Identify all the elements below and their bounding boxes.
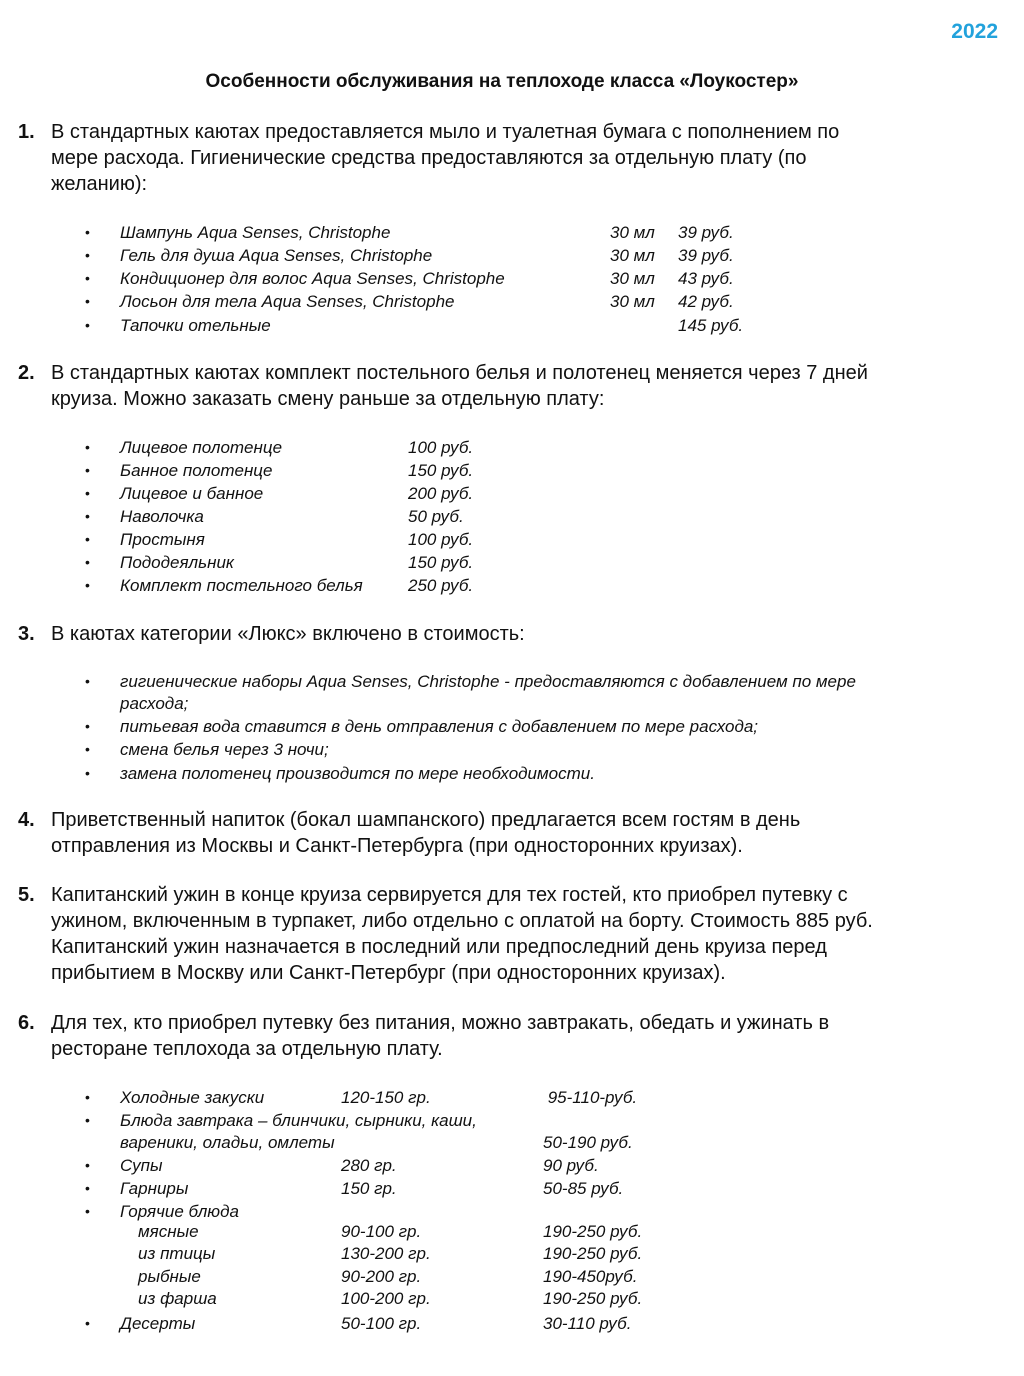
- item-text: смена белья через 3 ночи;: [120, 740, 329, 759]
- item-volume: 30 мл: [610, 292, 655, 311]
- hot-dish-weight: 100-200 гр.: [341, 1289, 431, 1308]
- item-text: гигиенические наборы Aqua Senses, Christophe - предоставляются с добавлением по мере: [120, 672, 856, 691]
- item-weight: 50-100 гр.: [341, 1314, 422, 1333]
- item-name: Десерты: [120, 1314, 196, 1333]
- bullet-icon: •: [85, 765, 90, 781]
- item-price: 42 руб.: [678, 292, 734, 311]
- text-line: Капитанский ужин в конце круиза сервируется для тех гостей, кто приобрел путевку с: [51, 884, 848, 906]
- item-price: 50 руб.: [408, 507, 464, 526]
- item-volume: 30 мл: [610, 246, 655, 265]
- item-price: 39 руб.: [678, 246, 734, 265]
- section-6-number: 6.: [18, 1012, 35, 1034]
- item-price: 30-110 руб.: [543, 1314, 632, 1333]
- section-2-number: 2.: [18, 362, 35, 384]
- item-name: Горячие блюда: [120, 1202, 239, 1221]
- hot-dish-price: 190-250 руб.: [543, 1289, 643, 1308]
- item-price: 43 руб.: [678, 269, 734, 288]
- text-line: Приветственный напиток (бокал шампанского) предлагается всем гостям в день: [51, 809, 801, 831]
- item-name: Банное полотенце: [120, 461, 273, 480]
- bullet-icon: •: [85, 439, 90, 455]
- item-name: Супы: [120, 1156, 163, 1175]
- item-weight: 120-150 гр.: [341, 1088, 431, 1107]
- text-line: В стандартных каютах комплект постельного белья и полотенец меняется через 7 дней: [51, 362, 868, 384]
- hot-dish-name: из птицы: [138, 1244, 216, 1263]
- item-volume: 30 мл: [610, 223, 655, 242]
- item-weight: 280 гр.: [341, 1156, 397, 1175]
- bullet-icon: •: [85, 247, 90, 263]
- item-text: питьевая вода ставится в день отправления с добавлением по мере расхода;: [120, 717, 759, 736]
- item-price: 100 руб.: [408, 438, 474, 457]
- item-name: Блюда завтрака – блинчики, сырники, каши,: [120, 1111, 477, 1130]
- bullet-icon: •: [85, 293, 90, 309]
- hot-dish-weight: 130-200 гр.: [341, 1244, 431, 1263]
- bullet-icon: •: [85, 718, 90, 734]
- bullet-icon: •: [85, 741, 90, 757]
- bullet-icon: •: [85, 1203, 90, 1219]
- item-name: Лицевое полотенце: [120, 438, 283, 457]
- hot-dish-price: 190-250 руб.: [543, 1244, 643, 1263]
- bullet-icon: •: [85, 577, 90, 593]
- text-line: отправления из Москвы и Санкт-Петербурга (при односторонних круизах).: [51, 835, 743, 857]
- item-name: Лосьон для тела Aqua Senses, Christophe: [120, 292, 455, 311]
- item-price: 250 руб.: [408, 576, 474, 595]
- bullet-icon: •: [85, 224, 90, 240]
- item-price: 150 руб.: [408, 461, 474, 480]
- item-price: 50-190 руб.: [543, 1133, 633, 1152]
- item-name: Пододеяльник: [120, 553, 234, 572]
- item-name: Простыня: [120, 530, 205, 549]
- item-price: 90 руб.: [543, 1156, 599, 1175]
- section-6-text: [51, 1010, 829, 1062]
- bullet-icon: •: [85, 1180, 90, 1196]
- hot-dish-weight: 90-200 гр.: [341, 1267, 422, 1286]
- item-name: Холодные закуски: [120, 1088, 265, 1107]
- item-weight: 150 гр.: [341, 1179, 397, 1198]
- section-1-text: [51, 119, 839, 197]
- item-price: 200 руб.: [408, 484, 474, 503]
- item-name: Гарниры: [120, 1179, 189, 1198]
- bullet-icon: •: [85, 462, 90, 478]
- item-name: Гель для душа Aqua Senses, Christophe: [120, 246, 433, 265]
- text-line: Для тех, кто приобрел путевку без питания, можно завтракать, обедать и ужинать в: [51, 1012, 830, 1034]
- text-line: ресторане теплохода за отдельную плату.: [51, 1038, 443, 1060]
- bullet-icon: •: [85, 1315, 90, 1331]
- item-name: Кондиционер для волос Aqua Senses, Christophe: [120, 269, 505, 288]
- hot-dish-price: 190-250 руб.: [543, 1222, 643, 1241]
- hot-dish-name: из фарша: [138, 1289, 217, 1308]
- bullet-icon: •: [85, 1157, 90, 1173]
- text-line: желанию):: [51, 173, 148, 195]
- item-price: 145 руб.: [678, 316, 744, 335]
- text-line: В стандартных каютах предоставляется мыло и туалетная бумага с пополнением по: [51, 121, 840, 143]
- hot-dish-name: мясные: [138, 1222, 199, 1241]
- section-2-text: [51, 360, 868, 412]
- item-text-continued: расхода;: [120, 694, 189, 713]
- item-name: Наволочка: [120, 507, 204, 526]
- item-price: 50-85 руб.: [543, 1179, 624, 1198]
- document-title: Особенности обслуживания на теплоходе класса «Лоукостер»: [205, 71, 799, 92]
- text-line: прибытием в Москву или Санкт-Петербург (при односторонних круизах).: [51, 962, 726, 984]
- text-line: ужином, включенным в турпакет, либо отдельно с оплатой на борту. Стоимость 885 руб.: [51, 910, 873, 932]
- bullet-icon: •: [85, 485, 90, 501]
- bullet-icon: •: [85, 554, 90, 570]
- item-name: Комплект постельного белья: [120, 576, 363, 595]
- item-name: Шампунь Aqua Senses, Christophe: [120, 223, 391, 242]
- bullet-icon: •: [85, 270, 90, 286]
- section-1-number: 1.: [18, 121, 35, 143]
- item-text: замена полотенец производится по мере необходимости.: [120, 764, 595, 783]
- section-4-text: [51, 807, 800, 859]
- hot-dish-weight: 90-100 гр.: [341, 1222, 422, 1241]
- bullet-icon: •: [85, 1112, 90, 1128]
- item-volume: 30 мл: [610, 269, 655, 288]
- section-4-number: 4.: [18, 809, 35, 831]
- text-line: круиза. Можно заказать смену раньше за отдельную плату:: [51, 388, 605, 410]
- bullet-icon: •: [85, 508, 90, 524]
- item-price: 95-110-руб.: [543, 1088, 638, 1107]
- item-price: 39 руб.: [678, 223, 734, 242]
- bullet-icon: •: [85, 531, 90, 547]
- section-5-number: 5.: [18, 884, 35, 906]
- bullet-icon: •: [85, 1089, 90, 1105]
- item-price: 100 руб.: [408, 530, 474, 549]
- item-name-continued: вареники, оладьи, омлеты: [120, 1133, 335, 1152]
- item-name: Тапочки отельные: [120, 316, 271, 335]
- hot-dish-price: 190-450руб.: [543, 1267, 638, 1286]
- bullet-icon: •: [85, 317, 90, 333]
- item-name: Лицевое и банное: [120, 484, 264, 503]
- text-line: В каютах категории «Люкс» включено в стоимость:: [51, 623, 525, 645]
- section-3-text: [51, 621, 525, 647]
- document-year: 2022: [951, 20, 998, 43]
- text-line: Капитанский ужин назначается в последний или предпоследний день круиза перед: [51, 936, 827, 958]
- item-price: 150 руб.: [408, 553, 474, 572]
- section-5-text: [51, 882, 873, 986]
- text-line: мере расхода. Гигиенические средства предоставляются за отдельную плату (по: [51, 147, 807, 169]
- bullet-icon: •: [85, 673, 90, 689]
- hot-dish-name: рыбные: [138, 1267, 201, 1286]
- section-3-number: 3.: [18, 623, 35, 645]
